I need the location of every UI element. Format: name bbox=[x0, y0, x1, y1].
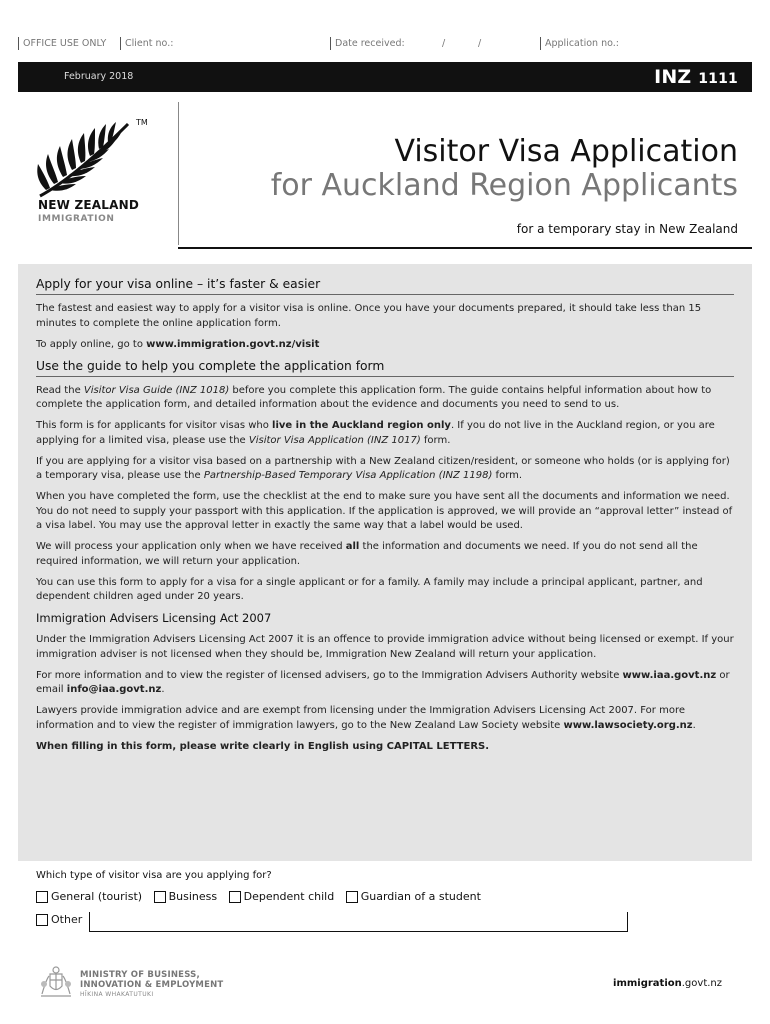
information-panel bbox=[18, 264, 752, 861]
advisers-p2-text-end: . bbox=[161, 684, 165, 695]
advisers-p3-text-end: . bbox=[692, 719, 696, 731]
advisers-p2-text-mid: or email bbox=[36, 669, 730, 695]
client-number-label: Client no.: bbox=[120, 37, 173, 50]
visa-type-options bbox=[36, 890, 489, 906]
inz-1017-ref: Visitor Visa Application (INZ 1017) bbox=[248, 434, 421, 446]
ministry-line-1: MINISTRY OF BUSINESS, bbox=[80, 970, 200, 980]
guide-p2-text: This form is for applicants for visitor visas who bbox=[36, 420, 273, 431]
option-label: General (tourist) bbox=[51, 890, 143, 903]
advisers-p2-text: For more information and to view the register of licensed advisers, go to the Immigration Advisers Authority website bbox=[36, 669, 623, 681]
logo-divider bbox=[178, 102, 179, 245]
form-number-prefix: INZ bbox=[654, 66, 699, 88]
page-title: Visitor Visa Application bbox=[394, 134, 738, 169]
guide-paragraph-1 bbox=[36, 384, 734, 413]
ministry-line-3: HĪKINA WHAKATUTUKI bbox=[80, 991, 154, 998]
option-label: Guardian of a student bbox=[360, 890, 481, 903]
date-received-label: Date received: bbox=[330, 37, 405, 50]
iaa-website-link[interactable]: www.iaa.govt.nz bbox=[622, 669, 717, 681]
all-emphasis: all bbox=[345, 541, 360, 552]
online-heading: Apply for your visa online – it’s faster & easier bbox=[36, 277, 734, 295]
online-paragraph-1: The fastest and easiest way to apply for a visitor visa is online. Once you have your documents prepared, it should take less than 15 minutes to complete the online application form. bbox=[36, 303, 702, 329]
guide-p1-text-end: before you complete this application form. The guide contains helpful information about how to complete the application form, and detailed information about the evidence and documents you need to send to us. bbox=[36, 384, 712, 410]
other-visa-type-field[interactable] bbox=[89, 912, 628, 932]
checkbox-guardian-of-student[interactable] bbox=[346, 891, 358, 903]
guide-p2-text-mid: . If you do not live in the Auckland region, or you are applying for a limited visa, please use the bbox=[36, 420, 715, 446]
guide-heading: Use the guide to help you complete the application form bbox=[36, 359, 734, 377]
coat-of-arms-icon bbox=[38, 966, 74, 1000]
inz-1198-ref: Partnership-Based Temporary Visa Application (INZ 1198) bbox=[203, 470, 493, 481]
visa-type-question: Which type of visitor visa are you applying for? bbox=[36, 870, 272, 881]
option-label: Business bbox=[168, 890, 218, 903]
other-label: Other bbox=[51, 913, 83, 926]
title-rule bbox=[178, 247, 752, 249]
page-title-secondary: for Auckland Region Applicants bbox=[270, 168, 738, 203]
guide-paragraph-4: When you have completed the form, use the checklist at the end to make sure you have sent all the documents and information we need. You do not need to supply your passport with this application. If the application is approved, we will provide an “approval letter” instead of a visa label. You may use the approval letter in exactly the same way that a label would be used. bbox=[36, 491, 733, 531]
option-other[interactable] bbox=[36, 913, 82, 926]
option-guardian-of-student[interactable] bbox=[346, 890, 481, 903]
logo-country-text: NEW ZEALAND bbox=[38, 198, 139, 212]
ministry-line-2: INNOVATION & EMPLOYMENT bbox=[80, 980, 224, 990]
guide-p2-text-end: form. bbox=[420, 434, 451, 446]
advisers-heading: Immigration Advisers Licensing Act 2007 bbox=[36, 611, 272, 625]
capitals-note bbox=[36, 740, 734, 755]
website-name: immigration bbox=[613, 978, 682, 989]
guide-paragraph-6: You can use this form to apply for a visa for a single applicant or for a family. A family may include a principal applicant, partner, and dependent children aged under 20 years. bbox=[36, 576, 703, 602]
application-number-label: Application no.: bbox=[540, 37, 619, 50]
advisers-paragraph-2 bbox=[36, 669, 734, 698]
silver-fern-icon bbox=[36, 120, 136, 200]
guide-p1-text: Read the bbox=[36, 384, 84, 396]
office-use-strip bbox=[18, 37, 752, 51]
form-date: February 2018 bbox=[64, 71, 134, 82]
date-separator-1: / bbox=[442, 38, 446, 49]
online-paragraph-2 bbox=[36, 338, 734, 353]
option-label: Dependent child bbox=[243, 890, 335, 903]
form-number bbox=[654, 66, 738, 88]
checkbox-dependent-child[interactable] bbox=[229, 891, 241, 903]
law-society-link[interactable]: www.lawsociety.org.nz bbox=[563, 719, 693, 731]
advisers-paragraph-1: Under the Immigration Advisers Licensing Act 2007 it is an offence to provide immigration advice without being licensed or exempt. If your immigration adviser is not licensed when they should be, Immigration New Zealand will return your application. bbox=[36, 634, 734, 660]
iaa-email-link[interactable]: info@iaa.govt.nz bbox=[66, 684, 162, 695]
auckland-only-emphasis: live in the Auckland region only bbox=[272, 420, 451, 431]
online-application-link[interactable]: www.immigration.govt.nz/visit bbox=[146, 338, 320, 350]
guide-paragraph-3 bbox=[36, 455, 734, 484]
option-business[interactable] bbox=[154, 890, 218, 903]
date-separator-2: / bbox=[478, 38, 482, 49]
footer-website[interactable] bbox=[613, 978, 722, 989]
advisers-p3-text: Lawyers provide immigration advice and are exempt from licensing under the Immigration Advisers Licensing Act 2007. For more information and to view the register of immigration lawyers, go to the New Zealand Law Society website bbox=[36, 705, 685, 731]
guide-p3-text: If you are applying for a visitor visa based on a partnership with a New Zealand citizen/resident, or someone who holds (or is applying for) a temporary visa, please use the bbox=[36, 455, 730, 481]
checkbox-other[interactable] bbox=[36, 914, 48, 926]
online-p2-text: To apply online, go to bbox=[36, 338, 147, 350]
form-number-digits: 1111 bbox=[698, 71, 738, 87]
option-dependent-child[interactable] bbox=[229, 890, 335, 903]
mbie-logo bbox=[38, 966, 258, 1006]
nz-immigration-logo bbox=[36, 118, 176, 238]
office-use-label: OFFICE USE ONLY bbox=[18, 37, 106, 50]
option-general-tourist[interactable] bbox=[36, 890, 142, 903]
checkbox-business[interactable] bbox=[154, 891, 166, 903]
header-bar bbox=[18, 62, 752, 92]
guide-paragraph-2 bbox=[36, 419, 734, 448]
website-domain: .govt.nz bbox=[681, 978, 722, 989]
capitals-note-text: When filling in this form, please write clearly in English using CAPITAL LETTERS. bbox=[36, 740, 490, 752]
checkbox-general-tourist[interactable] bbox=[36, 891, 48, 903]
logo-agency-text: IMMIGRATION bbox=[38, 214, 115, 224]
page-subtitle: for a temporary stay in New Zealand bbox=[516, 222, 738, 236]
trademark-symbol: TM bbox=[136, 118, 148, 127]
advisers-paragraph-3 bbox=[36, 704, 734, 733]
guide-paragraph-5 bbox=[36, 540, 734, 569]
visitor-visa-guide-ref: Visitor Visa Guide (INZ 1018) bbox=[83, 384, 230, 396]
guide-p5-text-end: the information and documents we need. If you do not send all the required information, we will return your application. bbox=[36, 541, 698, 567]
guide-p5-text: We will process your application only when we have received bbox=[36, 541, 346, 552]
guide-p3-text-end: form. bbox=[492, 470, 523, 481]
